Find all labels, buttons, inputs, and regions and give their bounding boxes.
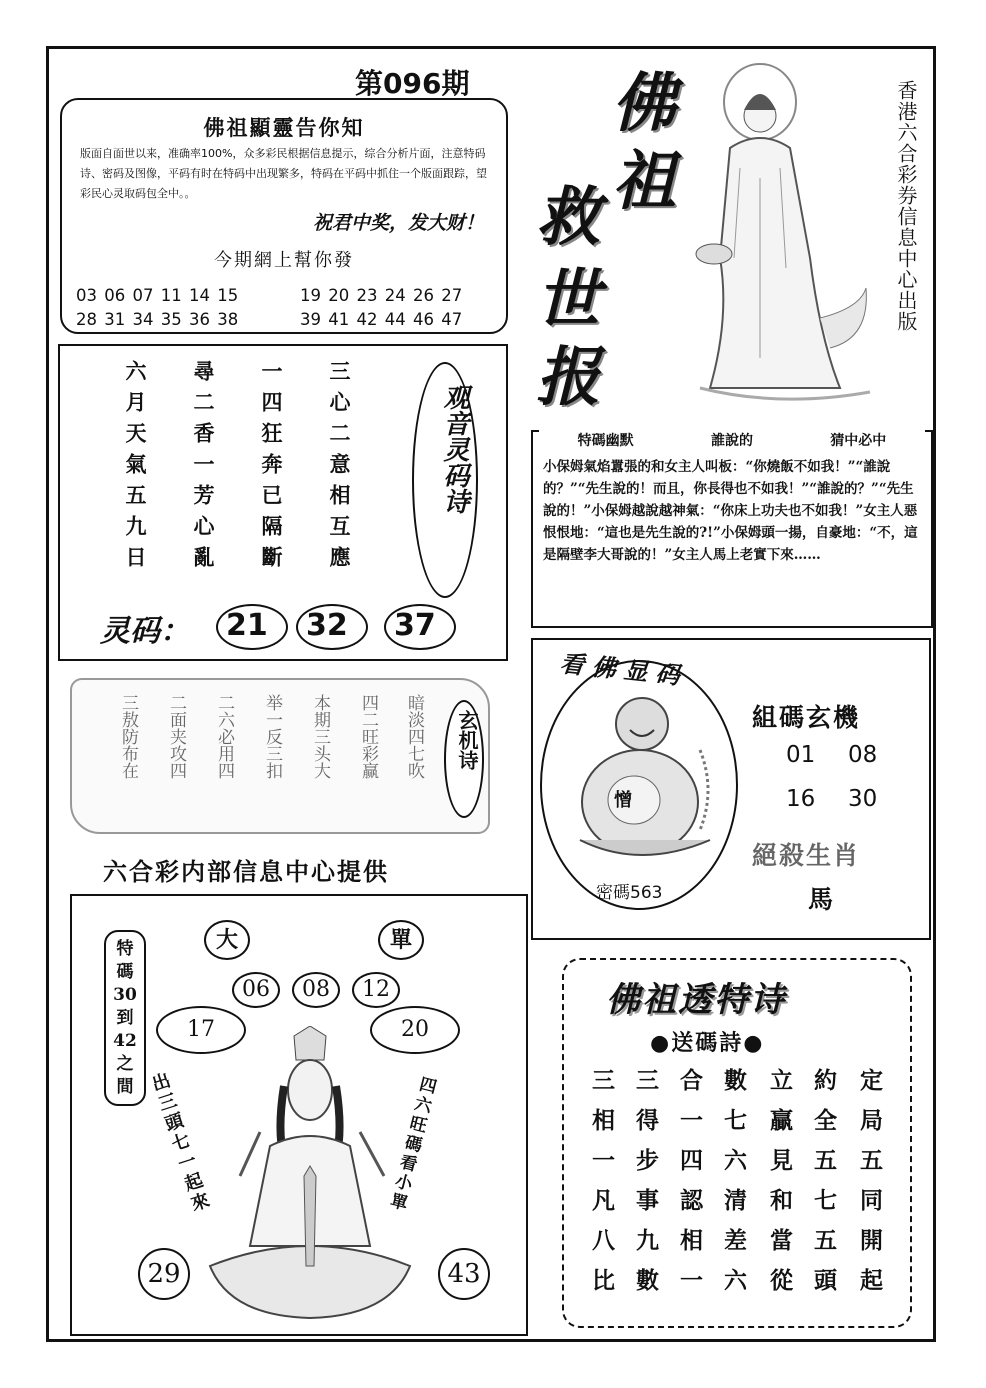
zuma-num-1: 01 (786, 742, 816, 768)
te-poem-col-3: 合一四認相一 (676, 1068, 703, 1308)
tm-line-2: 碼 (116, 962, 134, 982)
title-char-2: 祖 (612, 144, 676, 219)
scroll-col-5: 本期三头大 (310, 694, 330, 779)
top-num-1: 06 (232, 972, 280, 1008)
scroll-col-3: 二六必用四 (214, 694, 234, 779)
tm-line-5: 42 (113, 1031, 137, 1051)
tm-line-1: 特 (116, 939, 134, 959)
left-hint-text: 出三頭七一起來 (146, 1070, 213, 1217)
joke-header-1: 特碼幽默 (577, 433, 634, 449)
poem-col-4: 三心二意相互應 (327, 360, 352, 577)
te-poem-col-6: 約全五七五頭 (810, 1068, 837, 1308)
notice-title: 佛祖顯靈告你知 (203, 115, 365, 140)
scroll-col-1: 三敖防布在 (118, 694, 138, 779)
joke-text: 小保姆氣焰囂張的和女主人叫板：“你燒飯不如我！”“誰說的？”“先生說的！而且，你長得也不如我！”“誰說的？”“先生說的！”小保姆越說越神氣：“你床上功夫也不如我！”女主人惡恨恨地：“這也是先生說的?!”小保姆頭一揚，自豪地：“不，這是隔壁李大哥說的！”女主人馬上老實下來…… (543, 459, 918, 563)
numbers-row2-right: 39 41 42 44 46 47 (300, 310, 463, 329)
top-num-2: 08 (292, 972, 340, 1008)
zuma-title: 組碼玄機 (752, 703, 861, 732)
kill-zodiac-title: 絕殺生肖 (752, 841, 861, 870)
zuma-num-3: 16 (786, 786, 816, 812)
joke-header-2: 誰說的 (710, 433, 753, 449)
seated-guanyin-image (200, 1026, 420, 1322)
poem-col-2: 尋二香一芳心亂 (191, 360, 216, 577)
scroll-box (70, 678, 490, 834)
numbers-row1-right: 19 20 23 24 26 27 (300, 286, 463, 305)
zuma-num-2: 08 (848, 742, 878, 768)
lingma-number-2: 32 (306, 608, 348, 643)
lingma-label: 灵码： (100, 614, 190, 649)
kill-zodiac-value: 馬 (808, 885, 834, 914)
tm-line-7: 間 (116, 1077, 134, 1097)
lingma-number-3: 37 (394, 608, 436, 643)
issue-number: 第096期 (355, 67, 470, 100)
numbers-row1-left: 03 06 07 11 14 15 (76, 286, 239, 305)
special-range-box (104, 930, 146, 1106)
te-poem-col-4: 數七六清差六 (720, 1068, 747, 1308)
info-center-line: 六合彩内部信息中心提供 (103, 857, 389, 886)
notice-body: 版面自面世以来，准确率100%，众多彩民根据信息提示，综合分析片面，注意特码诗、密码及图像，平码有时在特码中出现繁多，特码在平码中抓住一个版面跟踪，望彩民心灵取码包全中。。 (80, 147, 487, 200)
single-label: 單 (378, 920, 424, 960)
tm-line-4: 到 (116, 1008, 134, 1028)
poem-col-3: 一四狂奔已隔斷 (259, 360, 284, 577)
xuanji-label-text: 玄机诗 (455, 710, 479, 770)
notice-box (60, 98, 508, 334)
scroll-col-4: 举一反三扣 (262, 694, 282, 779)
title-char-4: 世 (536, 262, 600, 337)
te-poem-col-7: 定局五同開起 (856, 1068, 883, 1308)
te-poem-subtitle: ●送碼詩● (650, 1030, 765, 1056)
title-char-5: 报 (536, 340, 600, 415)
bottom-right-num: 43 (438, 1248, 490, 1300)
secret-code: 密碼563 (596, 883, 663, 903)
poem-col-1: 六月天氣五九日 (123, 360, 148, 577)
te-poem-title: 佛祖透特诗 (606, 980, 786, 1020)
joke-header-3: 猜中必中 (830, 433, 887, 449)
zuma-num-4: 30 (848, 786, 878, 812)
notice-wish: 祝君中奖，发大财！ (312, 212, 484, 234)
te-poem-col-1: 三相一凡八比 (588, 1068, 615, 1308)
scroll-col-7: 暗淡四七吹 (404, 694, 424, 779)
net-title: 今期網上幫你發 (214, 250, 354, 271)
publisher-text: 香港六合彩券信息中心出版 (894, 80, 918, 332)
buddha-arc-title: 看佛显码 (558, 648, 689, 691)
right-num: 20 (370, 1006, 460, 1054)
laughing-buddha-image (560, 690, 720, 870)
te-poem-col-2: 三得步事九數 (632, 1068, 659, 1308)
scroll-col-2: 二面夹攻四 (166, 694, 186, 779)
bottom-left-num: 29 (138, 1248, 190, 1300)
joke-box (531, 430, 933, 628)
numbers-row2-left: 28 31 34 35 36 38 (76, 310, 239, 329)
title-char-3: 救 (536, 180, 600, 255)
guanyin-poem-label (412, 362, 478, 598)
big-label: 大 (204, 920, 250, 960)
tm-line-6: 之 (116, 1054, 134, 1074)
joke-header (539, 430, 925, 450)
guanyin-figure-image (690, 58, 880, 418)
title-char-1: 佛 (612, 66, 676, 141)
te-poem-col-5: 立贏見和當從 (766, 1068, 793, 1308)
tm-line-3: 30 (113, 985, 137, 1005)
right-hint-text: 四六旺碼看小單 (384, 1073, 438, 1215)
buddha-seal-char: 憎 (614, 790, 632, 811)
xuanji-label (444, 700, 484, 818)
scroll-col-6: 四二旺彩赢 (358, 694, 378, 779)
guanyin-poem-label-text: 观音灵码诗 (439, 384, 469, 514)
left-num: 17 (156, 1006, 246, 1054)
top-num-3: 12 (352, 972, 400, 1008)
lingma-number-1: 21 (226, 608, 268, 643)
